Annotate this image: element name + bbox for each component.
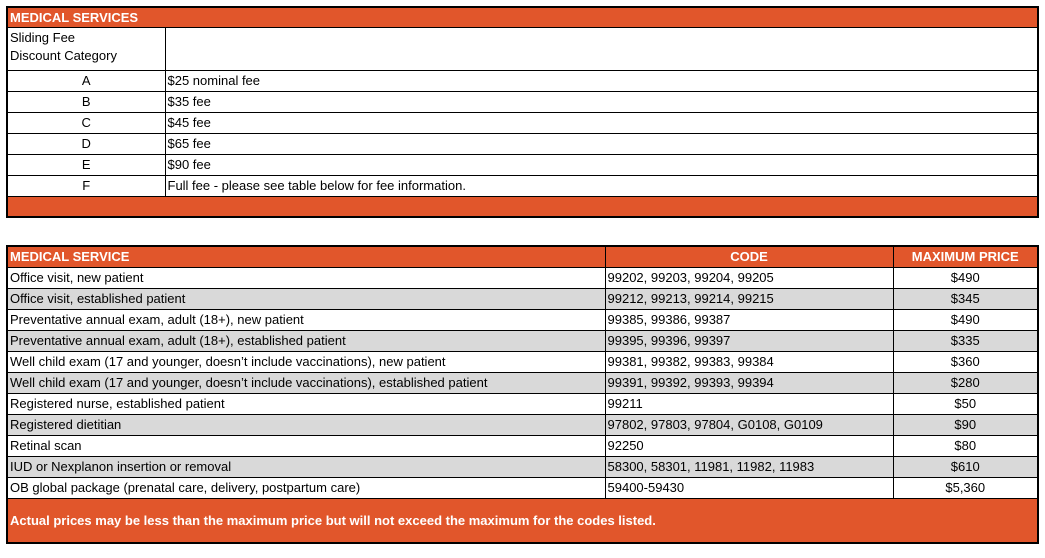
service-name: Preventative annual exam, adult (18+), new patient	[7, 310, 605, 331]
service-name: Office visit, new patient	[7, 268, 605, 289]
service-row	[7, 268, 1038, 289]
sliding-fee-footer-bar	[7, 197, 1038, 218]
service-row	[7, 457, 1038, 478]
fee-amount: $45 fee	[165, 113, 1038, 134]
fee-amount: $90 fee	[165, 155, 1038, 176]
service-row	[7, 478, 1038, 499]
service-row	[7, 436, 1038, 457]
service-price: $5,360	[893, 478, 1038, 499]
services-header-row	[7, 246, 1038, 268]
service-column-header: MEDICAL SERVICE	[7, 246, 605, 268]
service-price: $90	[893, 415, 1038, 436]
fee-amount: $65 fee	[165, 134, 1038, 155]
fee-row	[7, 113, 1038, 134]
fee-category: E	[7, 155, 165, 176]
medical-services-title: MEDICAL SERVICES	[7, 7, 1038, 28]
sliding-fee-table	[6, 6, 1039, 218]
fee-amount: Full fee - please see table below for fee information.	[165, 176, 1038, 197]
fee-row	[7, 134, 1038, 155]
service-price: $490	[893, 268, 1038, 289]
category-header-row	[7, 28, 1038, 71]
service-code: 99381, 99382, 99383, 99384	[605, 352, 893, 373]
services-footnote-row	[7, 499, 1038, 544]
service-code: 92250	[605, 436, 893, 457]
service-code: 99391, 99392, 99393, 99394	[605, 373, 893, 394]
code-column-header: CODE	[605, 246, 893, 268]
category-header	[7, 28, 165, 71]
fee-amount: $25 nominal fee	[165, 71, 1038, 92]
service-row	[7, 352, 1038, 373]
fee-row	[7, 155, 1038, 176]
service-price: $610	[893, 457, 1038, 478]
service-name: Registered dietitian	[7, 415, 605, 436]
service-row	[7, 310, 1038, 331]
service-price: $50	[893, 394, 1038, 415]
price-footnote: Actual prices may be less than the maximum price but will not exceed the maximum for the codes listed.	[7, 499, 1038, 544]
service-price: $345	[893, 289, 1038, 310]
category-header-line1: Sliding Fee	[10, 30, 76, 45]
category-header-blank	[165, 28, 1038, 71]
fee-row	[7, 92, 1038, 113]
service-name: Retinal scan	[7, 436, 605, 457]
service-price: $490	[893, 310, 1038, 331]
fee-row	[7, 176, 1038, 197]
service-name: Well child exam (17 and younger, doesn’t include vaccinations), established patient	[7, 373, 605, 394]
service-code: 99212, 99213, 99214, 99215	[605, 289, 893, 310]
fee-category: F	[7, 176, 165, 197]
service-code: 59400-59430	[605, 478, 893, 499]
service-price: $335	[893, 331, 1038, 352]
service-code: 99395, 99396, 99397	[605, 331, 893, 352]
fee-category: A	[7, 71, 165, 92]
fee-category: D	[7, 134, 165, 155]
sliding-fee-header-row	[7, 7, 1038, 28]
service-code: 99202, 99203, 99204, 99205	[605, 268, 893, 289]
service-row	[7, 331, 1038, 352]
service-row	[7, 394, 1038, 415]
service-code: 99385, 99386, 99387	[605, 310, 893, 331]
service-row	[7, 289, 1038, 310]
footer-bar-cell	[7, 197, 1038, 218]
fee-row	[7, 71, 1038, 92]
service-price: $360	[893, 352, 1038, 373]
service-name: IUD or Nexplanon insertion or removal	[7, 457, 605, 478]
category-header-line2: Discount Category	[10, 48, 117, 63]
service-name: Well child exam (17 and younger, doesn’t include vaccinations), new patient	[7, 352, 605, 373]
fee-category: C	[7, 113, 165, 134]
service-price: $280	[893, 373, 1038, 394]
service-price: $80	[893, 436, 1038, 457]
service-row	[7, 373, 1038, 394]
price-column-header: MAXIMUM PRICE	[893, 246, 1038, 268]
services-table	[6, 245, 1039, 544]
service-name: Preventative annual exam, adult (18+), established patient	[7, 331, 605, 352]
fee-amount: $35 fee	[165, 92, 1038, 113]
service-row	[7, 415, 1038, 436]
service-name: Office visit, established patient	[7, 289, 605, 310]
service-code: 58300, 58301, 11981, 11982, 11983	[605, 457, 893, 478]
service-code: 99211	[605, 394, 893, 415]
service-name: OB global package (prenatal care, delivery, postpartum care)	[7, 478, 605, 499]
service-name: Registered nurse, established patient	[7, 394, 605, 415]
fee-category: B	[7, 92, 165, 113]
service-code: 97802, 97803, 97804, G0108, G0109	[605, 415, 893, 436]
